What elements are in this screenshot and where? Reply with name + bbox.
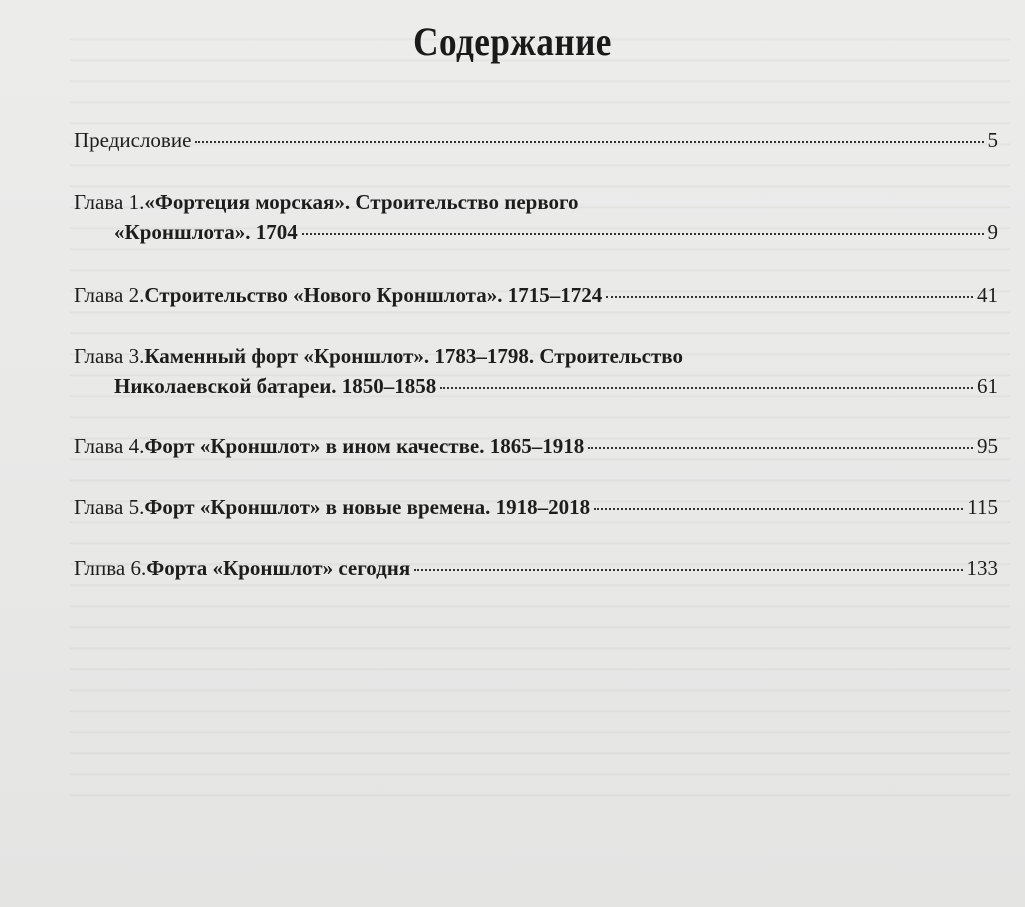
toc-entry-chapter-6[interactable] [74, 553, 998, 583]
toc-entry-chapter-4[interactable] [74, 431, 998, 461]
toc-entry-label: Глава 3. [74, 344, 145, 368]
toc-page-number: 133 [966, 556, 998, 580]
toc-page-number: 5 [987, 128, 998, 152]
leader-dots [195, 141, 983, 143]
toc-entry-label: Глава 4. [74, 434, 145, 458]
toc-page-number: 61 [977, 374, 998, 398]
toc-entry-title-continued: «Кроншлота». 1704 [114, 220, 298, 244]
leader-dots [440, 387, 973, 389]
toc-entry-label: Глава 2. [74, 283, 145, 307]
toc-entry-chapter-1[interactable] [74, 187, 998, 247]
leader-dots [588, 447, 973, 449]
toc-entry-preface[interactable] [74, 125, 998, 155]
toc-entry-chapter-2[interactable] [74, 280, 998, 310]
toc-page-number: 41 [977, 283, 998, 307]
leader-dots [302, 233, 984, 235]
toc-entry-title: Форт «Кроншлот» в ином качестве. 1865–1918 [144, 434, 585, 458]
toc-page-number: 9 [987, 220, 998, 244]
toc-entry-label: Глава 1. [74, 190, 145, 214]
toc-entry-label: Глпва 6. [74, 556, 147, 580]
page-title: Содержание [413, 19, 612, 64]
leader-dots [606, 296, 973, 298]
leader-dots [414, 569, 962, 571]
toc-page-number: 95 [977, 434, 998, 458]
toc-entry-title: Форт «Кроншлот» в новые времена. 1918–2018 [144, 495, 591, 519]
toc-entry-title: Каменный форт «Кроншлот». 1783–1798. Строительство [144, 344, 683, 368]
toc-entry-title: Строительство «Нового Кроншлота». 1715–1724 [144, 283, 603, 307]
toc-entry-label: Предисловие [74, 128, 192, 152]
leader-dots [594, 508, 963, 510]
toc-entry-title-continued: Николаевской батареи. 1850–1858 [114, 374, 437, 398]
toc-entry-title: «Фортеция морская». Строительство первого [144, 190, 579, 214]
toc-entry-chapter-3[interactable] [74, 341, 998, 401]
toc-entry-title: Форта «Кроншлот» сегодня [146, 556, 411, 580]
toc-page-number: 115 [967, 495, 998, 519]
toc-entry-label: Глава 5. [74, 495, 145, 519]
toc-entry-chapter-5[interactable] [74, 492, 998, 522]
